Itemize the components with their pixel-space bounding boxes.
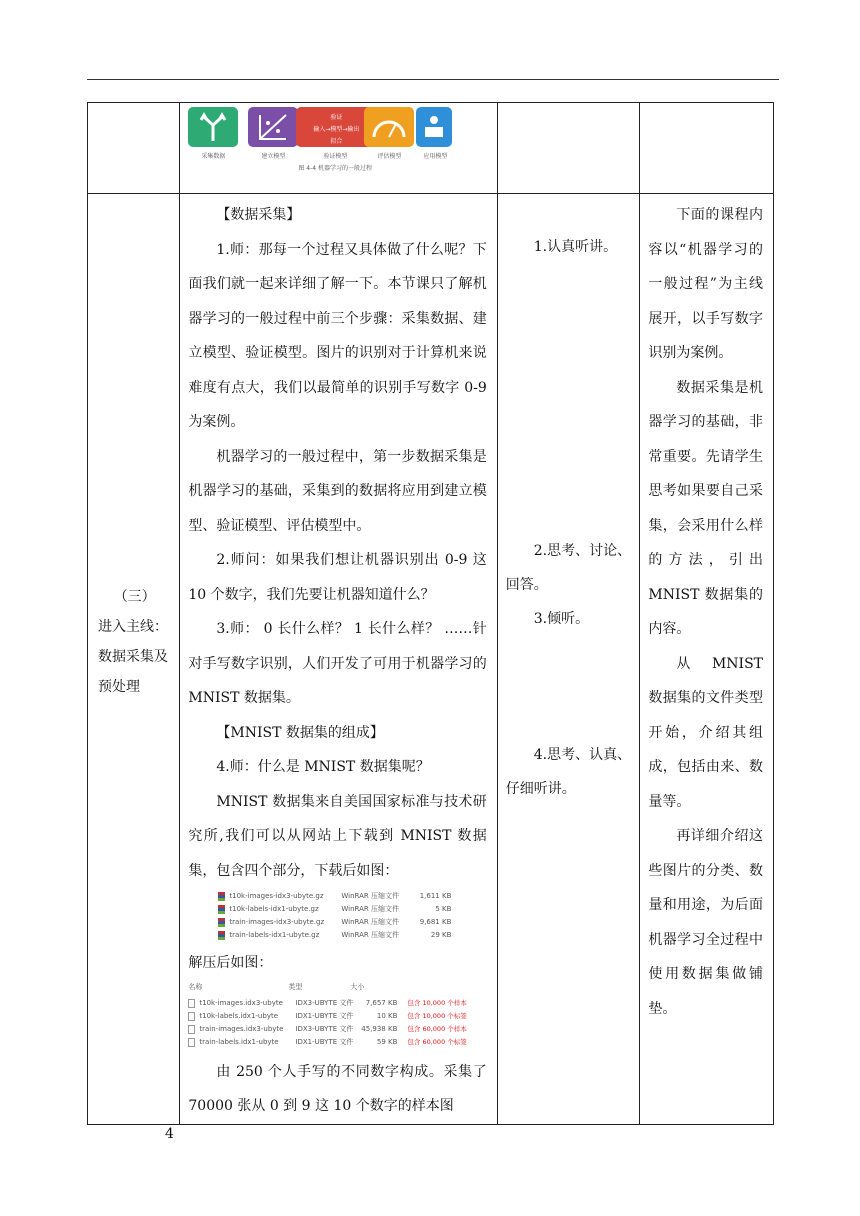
evaluate-model-icon	[364, 107, 414, 147]
paragraph: 由 250 个人手写的不同数字构成。采集了 70000 张从 0 到 9 这 10 个数字的样本图	[188, 1063, 487, 1114]
design-paragraph: 数据采集是机器学习的基础，非常重要。先请学生思考如果要自己采集，会采用什么样的方法，引出 MNIST 数据集的内容。	[648, 379, 763, 637]
paragraph: 4.师：什么是 MNIST 数据集呢？	[216, 759, 430, 775]
lesson-plan-table	[87, 102, 774, 1125]
step-label: 验证模型	[323, 153, 348, 160]
paragraph: 机器学习的一般过程中，第一步数据采集是机器学习的基础，采集到的数据将应用到建立模型、验证模型、评估模型中。	[188, 448, 487, 534]
apply-model-icon	[416, 107, 452, 147]
file-row: t10k-labels-idx1-ubyte.gz WinRAR 压缩文件 5 KB	[218, 903, 486, 916]
section-heading: 【数据采集】	[216, 207, 301, 223]
build-model-icon	[248, 107, 298, 147]
validate-formula: 输入→模型→输出	[313, 126, 360, 133]
student-item: 1.认真听讲。	[533, 239, 618, 255]
step-label: 应用模型	[423, 153, 448, 160]
student-item: 4.思考、认真、仔细听讲。	[505, 747, 632, 797]
student-cell-empty	[497, 103, 640, 194]
archive-icon	[218, 892, 225, 901]
file-row: t10k-labels.idx1-ubyte IDX1-UBYTE 文件 10 KB 包含 10,000 个标签	[188, 1010, 486, 1023]
section-heading: 【MNIST 数据集的组成】	[216, 724, 384, 741]
file-row: train-images.idx3-ubyte IDX3-UBYTE 文件 45,938 KB 包含 60,000 个样本	[188, 1023, 486, 1036]
design-paragraph: 从 MNIST 数据集的文件类型开始，介绍其组成，包括由来、数量等。	[648, 655, 763, 810]
step-label: 评估模型	[377, 153, 402, 160]
stage-number: （三）	[113, 589, 156, 605]
file-icon	[188, 999, 195, 1008]
design-paragraph: 再详细介绍这些图片的分类、数量和用途，为后面机器学习全过程中使用数据集做铺垫。	[648, 828, 763, 1017]
design-paragraph: 下面的课程内容以“机器学习的一般过程”为主线展开，以手写数字识别为案例。	[648, 207, 763, 361]
stage-title: 数据采集及	[98, 649, 168, 665]
page-number: 4	[165, 1126, 174, 1142]
archive-icon	[218, 918, 225, 927]
file-icon	[188, 1038, 195, 1047]
table-row	[88, 103, 774, 194]
paragraph: MNIST 数据集来自美国国家标准与技术研究所,我们可以从网站上下载到 MNIST 数据集，包含四个部分，下载后如图：	[188, 793, 487, 879]
file-row: train-labels.idx1-ubyte IDX1-UBYTE 文件 59 KB 包含 60,000 个标签	[188, 1036, 486, 1049]
file-row: train-images-idx3-ubyte.gz WinRAR 压缩文件 9,681 KB	[218, 916, 486, 929]
file-icon	[188, 1012, 195, 1021]
figure-caption: 图 4-4 机器学习的一般过程	[298, 165, 373, 172]
validate-bottom-label: 拟合	[330, 138, 343, 145]
stage-cell	[88, 194, 180, 1125]
file-row: train-labels-idx1-ubyte.gz WinRAR 压缩文件 29 KB	[218, 929, 486, 942]
ml-process-figure	[188, 103, 496, 191]
archive-icon	[218, 905, 225, 914]
validate-top-label: 验证	[330, 114, 343, 121]
student-item: 2.思考、讨论、回答。	[505, 543, 632, 593]
stage-title: 预处理	[98, 679, 140, 695]
paragraph: 1.师：那每一个过程又具体做了什么呢？下面我们就一起来详细了解一下。本节课只了解机器学习的一般过程中前三个步骤：采集数据、建立模型、验证模型。图片的识别对于计算机来说难度有点大，我们以最简单的识别手写数字 0-9 为案例。	[188, 241, 487, 430]
paragraph: 解压后如图：	[188, 955, 273, 971]
student-activity-cell	[497, 194, 640, 1125]
step-label: 采集数据	[201, 153, 226, 160]
file-icon	[188, 1025, 195, 1034]
design-intent-cell	[640, 194, 774, 1125]
table-row	[88, 194, 774, 1125]
flow-figure-cell	[180, 103, 497, 194]
file-row: t10k-images.idx3-ubyte IDX3-UBYTE 文件 7,657 KB 包含 10,000 个样本	[188, 997, 486, 1010]
paragraph: 2.师问：如果我们想让机器识别出 0-9 这 10 个数字，我们先要让机器知道什么？	[188, 552, 487, 603]
collect-data-icon	[188, 107, 238, 147]
teacher-activity-cell	[180, 194, 497, 1125]
file-header-row: 名称 类型 大小	[188, 983, 365, 991]
student-item: 3.倾听。	[533, 611, 590, 627]
download-screenshot	[218, 890, 486, 942]
design-cell-empty	[640, 103, 774, 194]
step-label: 建立模型	[261, 153, 286, 160]
file-row: t10k-images-idx3-ubyte.gz WinRAR 压缩文件 1,611 KB	[218, 890, 486, 903]
stage-title: 进入主线：	[98, 619, 168, 635]
paragraph: 3.师： 0 长什么样？ 1 长什么样？ ……针对手写数字识别，人们开发了可用于机器学习的 MNIST 数据集。	[188, 621, 487, 706]
archive-icon	[218, 931, 225, 940]
stage-cell-empty	[88, 103, 180, 194]
extract-screenshot	[188, 981, 486, 1049]
header-rule	[87, 79, 779, 80]
